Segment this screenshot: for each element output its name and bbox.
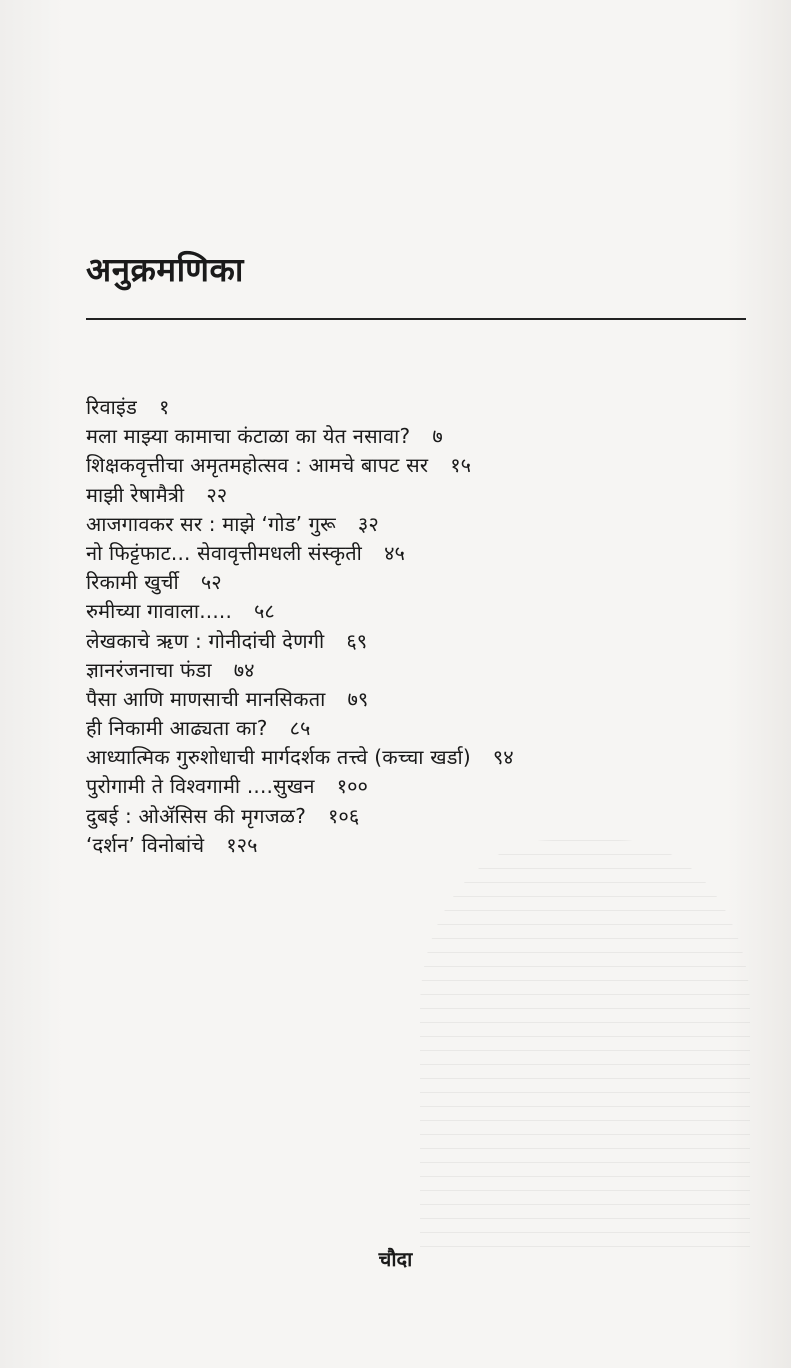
entry-title: पुरोगामी ते विश्वगामी ....सुखन bbox=[86, 774, 315, 799]
entry-page-number: ४५ bbox=[384, 540, 405, 565]
entry-title: रिवाइंड bbox=[86, 395, 137, 419]
entry-title: आध्यात्मिक गुरुशोधाची मार्गदर्शक तत्त्वे (कच्चा खर्डा) bbox=[86, 745, 471, 770]
contents-entry bbox=[86, 510, 746, 539]
entry-page-number: ७ bbox=[432, 424, 443, 449]
entry-title: ही निकामी आढ्यता का? bbox=[86, 716, 268, 741]
contents-entry bbox=[86, 568, 746, 597]
entry-title: ज्ञानरंजनाचा फंडा bbox=[86, 657, 212, 682]
contents-list bbox=[86, 393, 746, 860]
entry-page-number: ६९ bbox=[346, 628, 368, 653]
entry-title: माझी रेषामैत्री bbox=[86, 482, 185, 507]
contents-entry bbox=[86, 451, 746, 480]
entry-title: ‘दर्शन’ विनोबांचे bbox=[86, 832, 205, 857]
entry-title: आजगावकर सर : माझे ‘गोड’ गुरू bbox=[86, 511, 336, 536]
contents-entry bbox=[86, 685, 746, 714]
contents-entry bbox=[86, 743, 746, 772]
show-through-illustration bbox=[420, 840, 750, 1260]
entry-page-number: ८५ bbox=[289, 716, 311, 741]
contents-entry bbox=[86, 393, 746, 422]
entry-title: रिकामी खुर्ची bbox=[86, 570, 179, 595]
contents-entry bbox=[86, 627, 746, 656]
entry-title: पैसा आणि माणसाची मानसिकता bbox=[86, 686, 326, 711]
entry-title: रुमीच्या गावाला..... bbox=[86, 599, 233, 624]
page-folio: चौदा bbox=[378, 1247, 413, 1271]
entry-page-number: २२ bbox=[206, 482, 228, 507]
contents-entry bbox=[86, 422, 746, 451]
contents-entry bbox=[86, 656, 746, 685]
entry-title: नो फिट्टंफाट... सेवावृत्तीमधली संस्कृती bbox=[86, 540, 363, 565]
entry-page-number: ७४ bbox=[233, 657, 255, 682]
entry-page-number: १०० bbox=[336, 774, 368, 799]
contents-entry bbox=[86, 597, 746, 626]
entry-title: मला माझ्या कामाचा कंटाळा का येत नसावा? bbox=[86, 424, 411, 449]
entry-page-number: ५८ bbox=[254, 599, 275, 624]
entry-page-number: १०६ bbox=[328, 803, 360, 828]
title-divider bbox=[86, 318, 746, 320]
entry-page-number: ३२ bbox=[357, 511, 379, 536]
contents-entry bbox=[86, 539, 746, 568]
contents-entry bbox=[86, 831, 746, 860]
entry-page-number: १५ bbox=[450, 453, 472, 478]
entry-page-number: ९४ bbox=[492, 745, 514, 770]
entry-title: लेखकाचे ऋण : गोनीदांची देणगी bbox=[86, 628, 325, 653]
contents-entry bbox=[86, 802, 746, 831]
entry-page-number: ७९ bbox=[347, 686, 369, 711]
contents-entry bbox=[86, 481, 746, 510]
entry-title: शिक्षकवृत्तीचा अमृतमहोत्सव : आमचे बापट सर bbox=[86, 453, 429, 478]
entry-page-number: १२५ bbox=[226, 832, 258, 857]
entry-page-number: १ bbox=[158, 395, 170, 419]
entry-title: दुबई : ओॲसिस की मृगजळ? bbox=[86, 803, 307, 828]
contents-entry bbox=[86, 772, 746, 801]
contents-entry bbox=[86, 714, 746, 743]
entry-page-number: ५२ bbox=[200, 570, 222, 595]
page-title: अनुक्रमणिका bbox=[86, 250, 244, 289]
